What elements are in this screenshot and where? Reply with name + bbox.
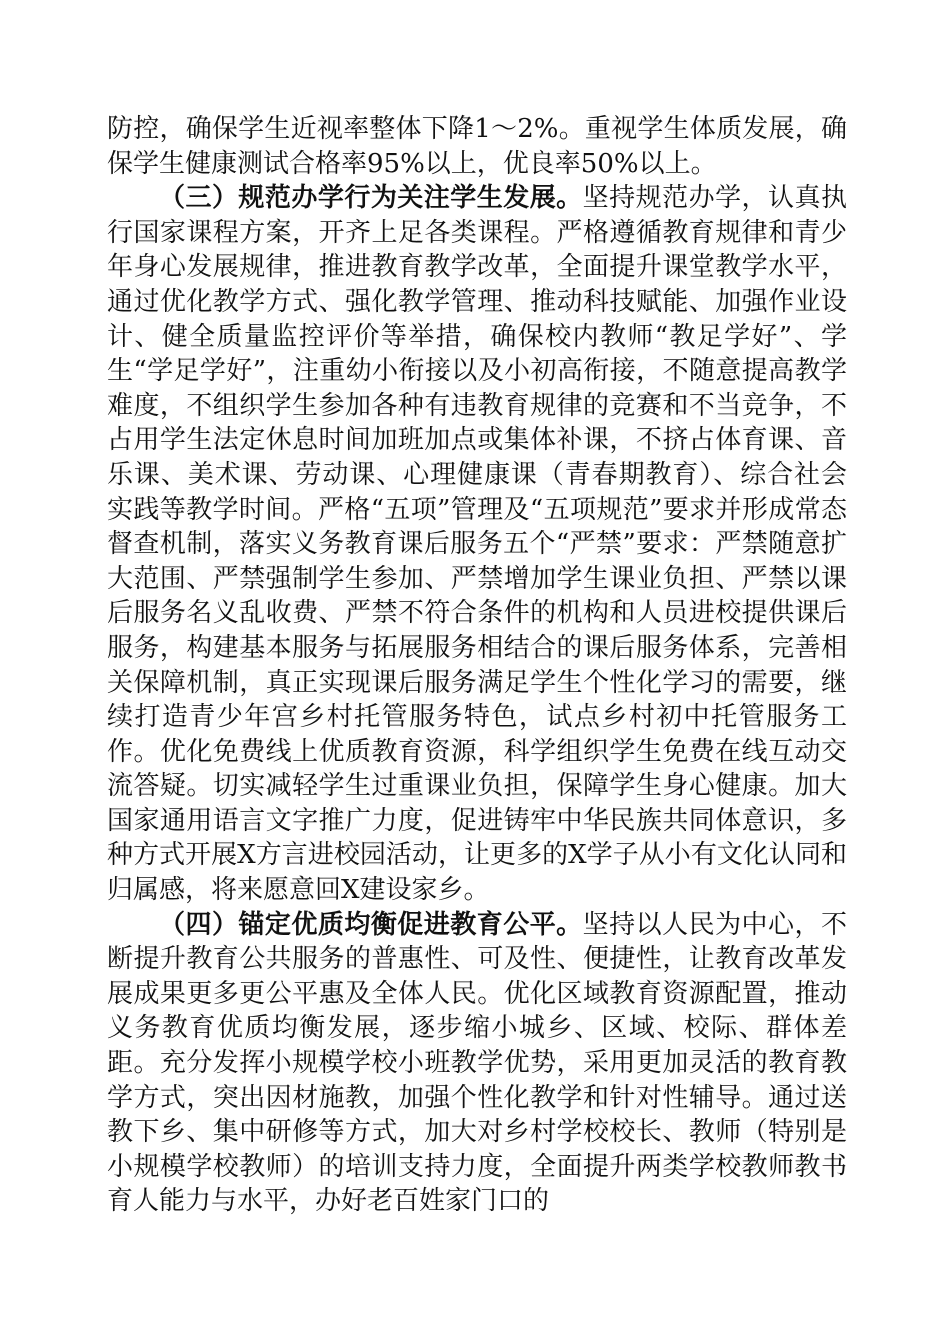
paragraph-text: 坚持以人民为中心，不断提升教育公共服务的普惠性、可及性、便捷性，让教育改革发展成果更多更公平惠及全体人民。优化区域教育资源配置，推动义务教育优质均衡发展，逐步缩小城乡、区域、校际、群体差距。充分发挥小规模学校小班教学优势，采用更加灵活的教育教学方式，突出因材施教，加强个性化教学和针对性辅导。通过送教下乡、集中研修等方式，加大对乡村学校校长、教师（特别是小规模学校教师）的培训支持力度，全面提升两类学校教师教书育人能力与水平，办好老百姓家门口的 bbox=[107, 909, 847, 1217]
paragraph-continuation bbox=[107, 112, 847, 181]
paragraph-section-4 bbox=[107, 908, 847, 1219]
paragraph-text: 防控，确保学生近视率整体下降1～2%。重视学生体质发展，确保学生健康测试合格率95%以上，优良率50%以上。 bbox=[107, 114, 847, 179]
paragraph-text: 坚持规范办学，认真执行国家课程方案，开齐上足各类课程。严格遵循教育规律和青少年身心发展规律，推进教育教学改革，全面提升课堂教学水平，通过优化教学方式、强化教学管理、推动科技赋能、加强作业设计、健全质量监控评价等举措，确保校内教师“教足学好”、学生“学足学好”，注重幼小衔接以及小初高衔接，不随意提高教学难度，不组织学生参加各种有违教育规律的竞赛和不当竞争，不占用学生法定休息时间加班加点或集体补课，不挤占体育课、音乐课、美术课、劳动课、心理健康课（青春期教育）、综合社会实践等教学时间。严格“五项”管理及“五项规范”要求并形成常态督查机制，落实义务教育课后服务五个“严禁”要求：严禁随意扩大范围、严禁强制学生参加、严禁增加学生课业负担、严禁以课后服务名义乱收费、严禁不符合条件的机构和人员进校提供课后服务，构建基本服务与拓展服务相结合的课后服务体系，完善相关保障机制，真正实现课后服务满足学生个性化学习的需要，继续打造青少年宫乡村托管服务特色，试点乡村初中托管服务工作。优化免费线上优质教育资源，科学组织学生免费在线互动交流答疑。切实减轻学生过重课业负担，保障学生身心健康。加大国家通用语言文字推广力度，促进铸牢中华民族共同体意识，多种方式开展X方言进校园活动，让更多的X学子从小有文化认同和归属感，将来愿意回X建设家乡。 bbox=[107, 183, 847, 906]
section-heading-4: （四）锚定优质均衡促进教育公平。 bbox=[159, 909, 583, 940]
document-body bbox=[107, 112, 847, 1219]
paragraph-section-3 bbox=[107, 181, 847, 907]
section-heading-3: （三）规范办学行为关注学生发展。 bbox=[159, 183, 583, 214]
